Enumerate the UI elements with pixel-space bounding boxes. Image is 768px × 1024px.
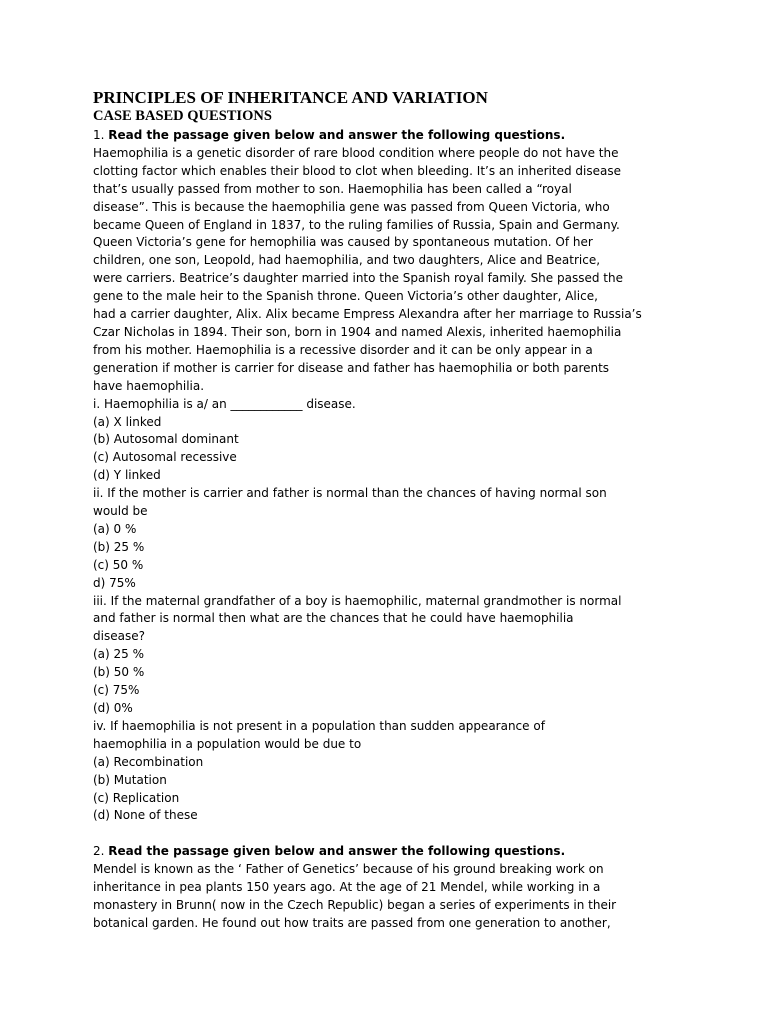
- question-option: (a) Recombination: [93, 754, 204, 769]
- case-2-number: 2.: [93, 844, 105, 859]
- passage-line: gene to the male heir to the Spanish throne. Queen Victoria’s other daughter, Alice,: [93, 289, 598, 304]
- passage-line: Czar Nicholas in 1894. Their son, born in 1904 and named Alexis, inherited haemophilia: [93, 324, 622, 339]
- case-1-instruction: Read the passage given below and answer the following questions.: [108, 128, 566, 142]
- question-option: (d) None of these: [93, 808, 198, 823]
- passage-line: that’s usually passed from mother to son. Haemophilia has been called a “royal: [93, 181, 572, 196]
- passage-line: Mendel is known as the ‘ Father of Genetics’ because of his ground breaking work on: [93, 862, 604, 877]
- question-option: (b) Mutation: [93, 772, 167, 787]
- question-4: [93, 718, 673, 825]
- question-option: (b) Autosomal dominant: [93, 432, 239, 447]
- question-option: (d) 0%: [93, 701, 133, 715]
- question-option: d) 75%: [93, 575, 136, 590]
- case-1: [93, 127, 673, 825]
- question-option: (a) 25 %: [93, 647, 145, 662]
- passage-line: inheritance in pea plants 150 years ago. At the age of 21 Mendel, while working in a: [93, 880, 601, 895]
- case-1-heading: [93, 127, 673, 145]
- passage-line: became Queen of England in 1837, to the ruling families of Russia, Spain and Germany.: [93, 217, 620, 232]
- passage-line: have haemophilia.: [93, 378, 205, 393]
- question-stem: and father is normal then what are the chances that he could have haemophilia: [93, 611, 574, 626]
- question-option: (d) Y linked: [93, 468, 161, 483]
- case-1-passage: [93, 145, 673, 396]
- passage-line: were carriers. Beatrice’s daughter married into the Spanish royal family. She passed the: [93, 271, 623, 286]
- question-stem: haemophilia in a population would be due to: [93, 736, 362, 751]
- case-2-passage: [93, 861, 673, 933]
- question-stem: i. Haemophilia is a/ an ____________ disease.: [93, 396, 356, 411]
- question-option: (c) 50 %: [93, 557, 144, 572]
- case-2-heading: [93, 843, 673, 861]
- case-1-number: 1.: [93, 128, 105, 142]
- question-stem: disease?: [93, 629, 145, 644]
- question-option: (c) 75%: [93, 683, 140, 698]
- passage-line: generation if mother is carrier for disease and father has haemophilia or both parents: [93, 360, 610, 375]
- passage-line: Haemophilia is a genetic disorder of rare blood condition where people do not have the: [93, 145, 619, 160]
- section-gap: [93, 825, 673, 843]
- passage-line: clotting factor which enables their blood to clot when bleeding. It’s an inherited disease: [93, 163, 621, 178]
- question-option: (b) 25 %: [93, 539, 145, 554]
- passage-line: had a carrier daughter, Alix. Alix became Empress Alexandra after her marriage to Russia’s: [93, 307, 642, 322]
- passage-line: botanical garden. He found out how traits are passed from one generation to another,: [93, 915, 611, 930]
- document-page: [93, 88, 673, 933]
- question-stem: iv. If haemophilia is not present in a population than sudden appearance of: [93, 718, 545, 733]
- question-option: (c) Autosomal recessive: [93, 450, 237, 465]
- passage-line: monastery in Brunn( now in the Czech Republic) began a series of experiments in their: [93, 897, 617, 912]
- passage-line: disease”. This is because the haemophilia gene was passed from Queen Victoria, who: [93, 199, 610, 214]
- question-option: (a) 0 %: [93, 521, 137, 536]
- question-3: [93, 593, 673, 718]
- passage-line: from his mother. Haemophilia is a recessive disorder and it can be only appear in a: [93, 342, 593, 357]
- passage-line: Queen Victoria’s gene for hemophilia was caused by spontaneous mutation. Of her: [93, 235, 593, 250]
- question-2: [93, 485, 673, 592]
- document-title: PRINCIPLES OF INHERITANCE AND VARIATION: [93, 88, 488, 107]
- question-option: (b) 50 %: [93, 665, 145, 680]
- question-stem: iii. If the maternal grandfather of a boy is haemophilic, maternal grandmother is normal: [93, 593, 622, 608]
- question-option: (a) X linked: [93, 414, 162, 429]
- case-2-instruction: Read the passage given below and answer the following questions.: [108, 844, 566, 859]
- question-stem: ii. If the mother is carrier and father is normal than the chances of having normal son: [93, 486, 607, 501]
- case-2: [93, 843, 673, 933]
- document-subtitle: CASE BASED QUESTIONS: [93, 108, 272, 124]
- passage-line: children, one son, Leopold, had haemophilia, and two daughters, Alice and Beatrice,: [93, 253, 601, 268]
- question-option: (c) Replication: [93, 790, 180, 805]
- question-stem: would be: [93, 504, 148, 519]
- question-1: [93, 396, 673, 486]
